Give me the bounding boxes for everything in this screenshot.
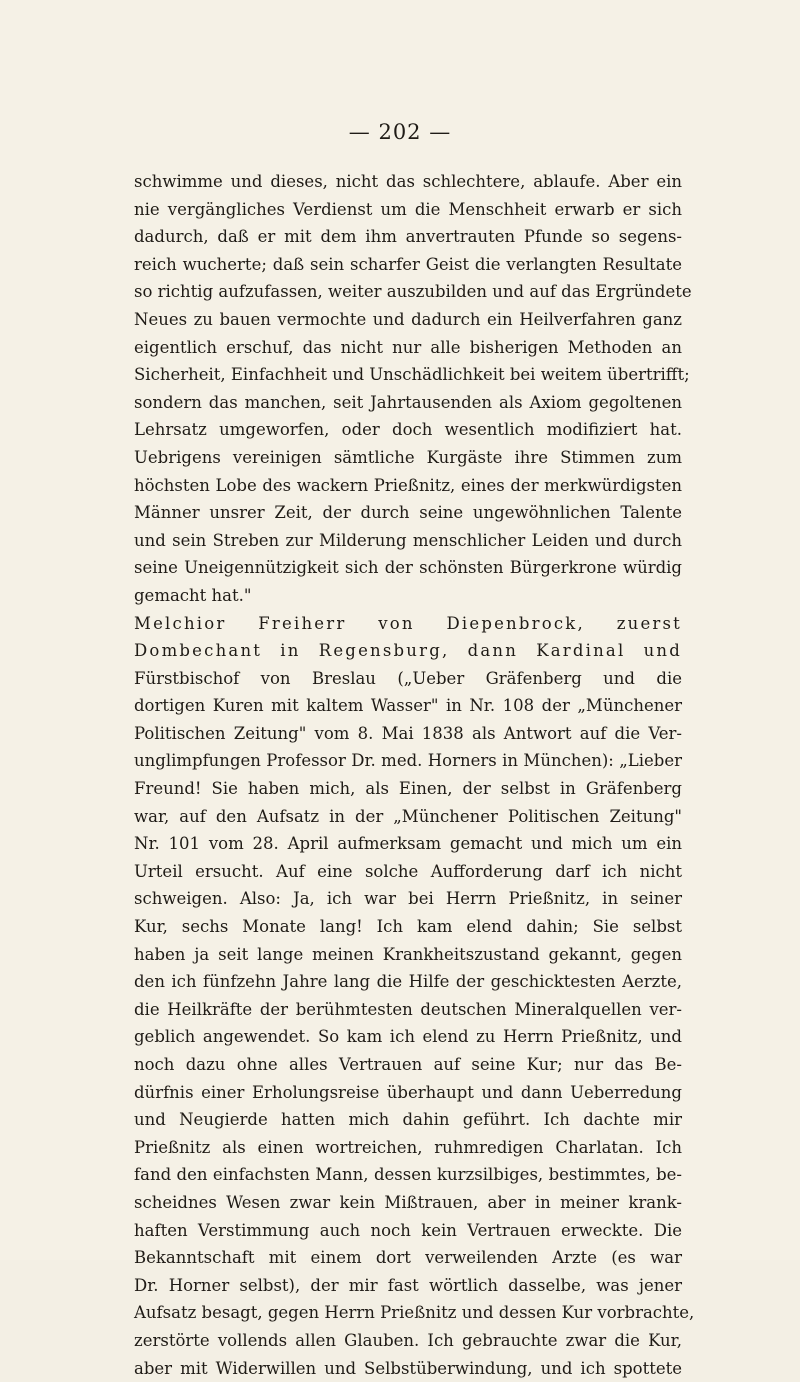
text-line: Neues zu bauen vermochte und dadurch ein Heilverfahren ganz: [134, 309, 682, 329]
text-line: den ich fünfzehn Jahre lang die Hilfe der geschicktesten Aerzte,: [134, 972, 682, 992]
text-line: Politischen Zeitung" vom 8. Mai 1838 als Antwort auf die Ver-: [134, 723, 682, 743]
text-line: Fürstbischof von Breslau („Ueber Gräfenberg und die: [134, 668, 682, 688]
text-line: haben ja seit lange meinen Krankheitszustand gekannt, gegen: [134, 944, 682, 964]
text-line: und Neugierde hatten mich dahin geführt. Ich dachte mir: [134, 1110, 682, 1130]
text-line: schwimme und dieses, nicht das schlechtere, ablaufe. Aber ein: [134, 172, 682, 191]
text-line: Uebrigens vereinigen sämtliche Kurgäste ihre Stimmen zum: [134, 447, 682, 467]
text-line: Bekanntschaft mit einem dort verweilenden Arzte (es war: [134, 1248, 682, 1268]
text-line: die Heilkräfte der berühmtesten deutschen Mineralquellen ver-: [134, 999, 682, 1019]
text-line: nie vergängliches Verdienst um die Menschheit erwarb er sich: [134, 199, 682, 219]
text-line: reich wucherte; daß sein scharfer Geist die verlangten Resultate: [134, 254, 682, 274]
text-line: aber mit Widerwillen und Selbstüberwindung, und ich spottete: [134, 1358, 682, 1378]
text-line: höchsten Lobe des wackern Prießnitz, eines der merkwürdigsten: [134, 475, 682, 495]
text-line: seine Uneigennützigkeit sich der schönsten Bürgerkrone würdig: [134, 558, 682, 578]
text-line: Urteil ersucht. Auf eine solche Aufforderung darf ich nicht: [134, 861, 682, 881]
text-line: gemacht hat.": [134, 585, 252, 605]
text-line: fand den einfachsten Mann, dessen kurzsilbiges, bestimmtes, be-: [134, 1165, 682, 1185]
text-line: Nr. 101 vom 28. April aufmerksam gemacht und mich um ein: [134, 834, 682, 854]
text-line: Prießnitz als einen wortreichen, ruhmredigen Charlatan. Ich: [134, 1137, 682, 1157]
body-text: [134, 168, 695, 1382]
text-line: so richtig aufzufassen, weiter auszubilden und auf das Ergründete: [134, 282, 692, 302]
text-line: und sein Streben zur Milderung menschlicher Leiden und durch: [134, 530, 682, 550]
text-line: scheidnes Wesen zwar kein Mißtrauen, aber in meiner krank-: [134, 1192, 682, 1212]
text-line: noch dazu ohne alles Vertrauen auf seine Kur; nur das Be-: [134, 1055, 682, 1074]
text-line: geblich angewendet. So kam ich elend zu Herrn Prießnitz, und: [134, 1027, 682, 1047]
text-line: war, auf den Aufsatz in der „Münchener Politischen Zeitung": [134, 806, 682, 826]
text-line: schweigen. Also: Ja, ich war bei Herrn Prießnitz, in seiner: [134, 889, 682, 909]
text-line: dortigen Kuren mit kaltem Wasser" in Nr. 108 der „Münchener: [134, 696, 682, 716]
text-line: zerstörte vollends allen Glauben. Ich gebrauchte zwar die Kur,: [134, 1330, 682, 1350]
text-line: Kur, sechs Monate lang! Ich kam elend dahin; Sie selbst: [134, 917, 682, 937]
text-line: haften Verstimmung auch noch kein Vertrauen erweckte. Die: [134, 1220, 682, 1240]
text-line: unglimpfungen Professor Dr. med. Horners in München): „Lieber: [134, 751, 682, 771]
text-line: Sicherheit, Einfachheit und Unschädlichkeit bei weitem übertrifft;: [134, 365, 690, 385]
text-line-author: Dombechant in Regensburg, dann Kardinal und: [134, 641, 682, 661]
text-line: Aufsatz besagt, gegen Herrn Prießnitz und dessen Kur vorbrachte,: [134, 1303, 695, 1323]
text-line-author: Melchior Freiherr von Diepenbrock, zuerst: [134, 613, 682, 633]
text-line: Lehrsatz umgeworfen, oder doch wesentlich modifiziert hat.: [134, 420, 682, 440]
text-line: dürfnis einer Erholungsreise überhaupt und dann Ueberredung: [134, 1082, 682, 1102]
text-line: sondern das manchen, seit Jahrtausenden als Axiom gegoltenen: [134, 392, 682, 412]
text-line: eigentlich erschuf, das nicht nur alle bisherigen Methoden an: [134, 337, 682, 357]
text-line: Männer unsrer Zeit, der durch seine ungewöhnlichen Talente: [134, 503, 682, 523]
text-line: Freund! Sie haben mich, als Einen, der selbst in Gräfenberg: [134, 779, 682, 799]
page-number: — 202 —: [348, 120, 452, 144]
text-line: dadurch, daß er mit dem ihm anvertrauten Pfunde so segens-: [134, 227, 682, 247]
text-line: Dr. Horner selbst), der mir fast wörtlich dasselbe, was jener: [134, 1275, 682, 1295]
